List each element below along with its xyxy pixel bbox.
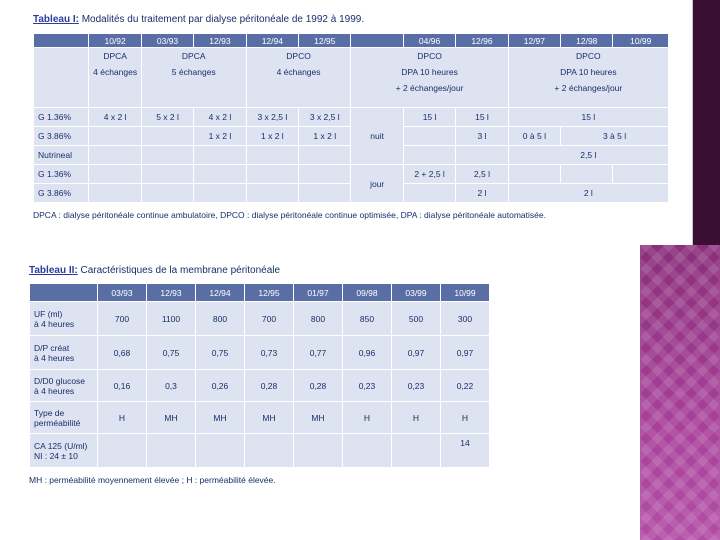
cell-value: 4 x 2 l [89,108,141,127]
modality-cell [246,48,351,108]
cell-empty [403,184,455,203]
empty-header [351,34,403,48]
membrane-table [29,283,490,468]
modality-sub: DPA 10 heures [401,67,458,77]
modality-cell [508,48,668,108]
row-label: G 1.36% [34,108,89,127]
date-header: 03/93 [98,284,147,302]
modality-sub: + 2 échanges/jour [554,83,623,93]
slide-divider [692,0,693,245]
cell-value: 0,96 [343,336,392,370]
table2-caption-text: Caractéristiques de la membrane péritonéale [77,265,281,276]
cell-value: H [441,402,490,434]
date-header: 12/97 [508,34,560,48]
table2-caption [29,265,280,276]
date-header: 12/95 [245,284,294,302]
date-header: 03/93 [141,34,193,48]
date-header: 12/98 [561,34,613,48]
cell-empty [561,165,613,184]
modality-name: DPCA [103,51,127,61]
modality-sub: 4 échanges [93,67,138,77]
cell-empty [299,165,351,184]
cell-value: 700 [98,302,147,336]
date-header: 12/93 [147,284,196,302]
cell-empty [246,165,298,184]
date-header: 09/98 [343,284,392,302]
table-row [30,402,490,434]
cell-value: 0,3 [147,370,196,402]
cell-value: H [98,402,147,434]
date-header: 12/94 [196,284,245,302]
cell-value: 1 x 2 l [299,127,351,146]
cell-empty [246,146,298,165]
row-label: UF (ml) à 4 heures [30,302,98,336]
date-header: 01/97 [294,284,343,302]
cell-value: 0 à 5 l [508,127,560,146]
cell-value: 0,23 [343,370,392,402]
cell-value: 14 [441,434,490,468]
cell-empty [141,127,193,146]
row-label: Nutrineal [34,146,89,165]
modality-cell [141,48,246,108]
cell-value: 300 [441,302,490,336]
table-row [30,434,490,468]
cell-value: MH [147,402,196,434]
cell-value: 800 [294,302,343,336]
date-header: 10/92 [89,34,141,48]
modality-label-cell [34,48,89,108]
cell-empty [299,146,351,165]
cell-empty [403,146,455,165]
cell-value: 0,97 [441,336,490,370]
cell-value: H [392,402,441,434]
cell-empty [613,165,669,184]
row-label: G 3.86% [34,127,89,146]
cell-value: 0,77 [294,336,343,370]
cell-value: 0,22 [441,370,490,402]
cell-empty [299,184,351,203]
cell-empty [194,146,246,165]
row-label: D/D0 glucose à 4 heures [30,370,98,402]
modality-cell [89,48,141,108]
treatment-table [33,33,669,203]
cell-empty [392,434,441,468]
cell-empty [245,434,294,468]
cell-value: MH [196,402,245,434]
table1-caption-label: Tableau I: [33,14,79,25]
cell-empty [98,434,147,468]
cell-value: 4 x 2 l [194,108,246,127]
cell-value: 15 l [403,108,455,127]
table2-footnote: MH : perméabilité moyennement élevée ; H : perméabilité élevée. [29,475,276,485]
cell-value: 15 l [508,108,668,127]
date-header: 12/95 [299,34,351,48]
day-cell [351,165,403,203]
cell-value: 3 à 5 l [561,127,669,146]
cell-value: 0,23 [392,370,441,402]
cell-empty [147,434,196,468]
modality-name: DPCO [417,51,442,61]
row-label: G 3.86% [34,184,89,203]
date-header: 10/99 [441,284,490,302]
cell-value: 0,26 [196,370,245,402]
cell-value: 0,28 [294,370,343,402]
cell-value: MH [294,402,343,434]
cell-value: 850 [343,302,392,336]
date-header: 10/99 [613,34,669,48]
cell-empty [343,434,392,468]
modality-name: DPCA [181,51,206,61]
table-row [30,302,490,336]
modality-sub: 4 échanges [276,67,321,77]
cell-value: 0,28 [245,370,294,402]
table1-footnote: DPCA : dialyse péritonéale continue ambulatoire, DPCO : dialyse péritonéale continue optimisée, DPA : dialyse péritonéale automatisée. [33,210,546,220]
night-cell [351,108,403,165]
table2-caption-label: Tableau II: [29,265,78,276]
modality-name: DPCO [576,51,601,61]
cell-value: 2 l [508,184,668,203]
cell-empty [403,127,455,146]
decorative-pattern [640,245,720,540]
date-header: 12/96 [456,34,508,48]
cell-value: MH [245,402,294,434]
modality-sub: + 2 échanges/jour [395,83,464,93]
day-label: jour [370,178,385,189]
cell-value: 0,75 [147,336,196,370]
modality-sub: 5 échanges [171,67,216,77]
slide-corner-dark [693,0,720,245]
cell-empty [141,146,193,165]
row-label: G 1.36% [34,165,89,184]
night-label: nuit [370,131,385,141]
cell-value: 2 + 2,5 l [403,165,455,184]
date-header: 12/94 [246,34,298,48]
date-header: 04/96 [403,34,455,48]
date-header: 03/99 [392,284,441,302]
table1-caption-text: Modalités du traitement par dialyse péritonéale de 1992 à 1999. [78,14,365,25]
cell-value: 3 x 2,5 l [299,108,351,127]
table-row [30,336,490,370]
cell-empty [194,165,246,184]
cell-value: 3 x 2,5 l [246,108,298,127]
corner-cell [34,34,89,48]
row-label: Type de perméabilité [30,402,98,434]
modality-cell [351,48,508,108]
cell-empty [246,184,298,203]
cell-value: 700 [245,302,294,336]
cell-empty [89,127,141,146]
row-label: D/P créat à 4 heures [30,336,98,370]
cell-value: H [343,402,392,434]
cell-empty [508,165,560,184]
modality-name: DPCO [286,51,311,61]
cell-value: 0,73 [245,336,294,370]
cell-value: 500 [392,302,441,336]
cell-empty [89,165,141,184]
cell-value: 2,5 l [456,165,508,184]
cell-empty [141,184,193,203]
row-label: CA 125 (U/ml) NI : 24 ± 10 [30,434,98,468]
table1-caption [33,14,364,25]
cell-value: 0,75 [196,336,245,370]
date-header: 12/93 [194,34,246,48]
cell-value: 0,97 [392,336,441,370]
cell-empty [194,184,246,203]
cell-value: 1100 [147,302,196,336]
table-row [30,370,490,402]
cell-value: 1 x 2 l [194,127,246,146]
cell-empty [456,146,508,165]
cell-value: 3 l [456,127,508,146]
cell-value: 1 x 2 l [246,127,298,146]
cell-value: 5 x 2 l [141,108,193,127]
cell-empty [196,434,245,468]
modality-sub: DPA 10 heures [560,67,617,77]
cell-value: 0,68 [98,336,147,370]
cell-empty [89,146,141,165]
cell-value: 0,16 [98,370,147,402]
cell-value: 2 l [456,184,508,203]
cell-empty [141,165,193,184]
cell-value: 15 l [456,108,508,127]
cell-empty [294,434,343,468]
cell-value: 800 [196,302,245,336]
cell-value: 2,5 l [508,146,668,165]
cell-empty [89,184,141,203]
corner-cell [30,284,98,302]
